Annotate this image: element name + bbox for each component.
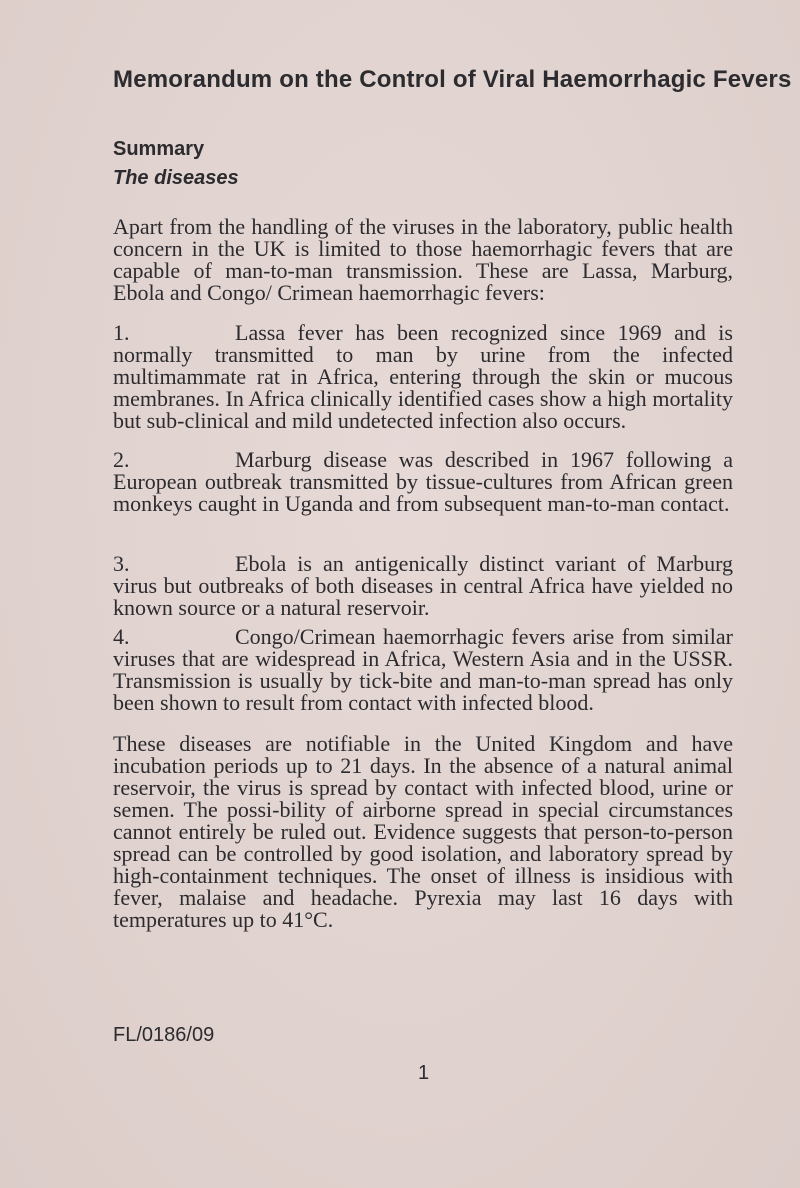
- closing-paragraph: These diseases are notifiable in the United Kingdom and have incubation periods up to 21 days. In the absence of a natural animal reservoir, the virus is spread by contact with infected blood, urine or semen. The possi-bility of airborne spread in special circumstances cannot entirely be ruled out. Evidence suggests that person-to-person spread can be controlled by good isolation, and laboratory spread by high-containment techniques. The onset of illness is insidious with fever, malaise and headache. Pyrexia may last 16 days with temperatures up to 41°C.: [113, 731, 733, 932]
- list-item-number: 3.: [113, 551, 130, 576]
- list-item: [113, 553, 733, 619]
- intro-paragraph: Apart from the handling of the viruses in the laboratory, public health concern in the UK is limited to those haemorrhagic fevers that are capable of man-to-man transmission. These are Lassa, Marburg, Ebola and Congo/ Crimean haemorrhagic fevers:: [113, 214, 733, 305]
- list-item-number: 1.: [113, 320, 130, 345]
- list-item-text: Marburg disease was described in 1967 following a European outbreak transmitted by tissue-cultures from African green monkeys caught in Uganda and from subsequent man-to-man contact.: [113, 447, 733, 516]
- list-item: [113, 322, 733, 432]
- document-reference-code: FL/0186/09: [113, 1024, 215, 1046]
- list-item: [113, 449, 733, 515]
- list-item-text: Ebola is an antigenically distinct variant of Marburg virus but outbreaks of both diseases in central Africa have yielded no known source or a natural reservoir.: [113, 551, 733, 620]
- list-item-text: Lassa fever has been recognized since 1969 and is normally transmitted to man by urine from the infected multimammate rat in Africa, entering through the skin or mucous membranes. In Africa clinically identified cases show a high mortality but sub-clinical and mild undetected infection also occurs.: [113, 320, 733, 433]
- list-item: [113, 626, 733, 714]
- list-item-number: 4.: [113, 624, 130, 649]
- list-item-text: Congo/Crimean haemorrhagic fevers arise from similar viruses that are widespread in Africa, Western Asia and in the USSR. Transmission is usually by tick-bite and man-to-man spread has only been shown to result from contact with infected blood.: [113, 624, 733, 715]
- page-number: 1: [418, 1062, 430, 1084]
- subheading-diseases: The diseases: [113, 167, 239, 189]
- list-item-number: 2.: [113, 447, 130, 472]
- document-title: Memorandum on the Control of Viral Haemorrhagic Fevers: [113, 66, 792, 93]
- section-heading-summary: Summary: [113, 138, 205, 160]
